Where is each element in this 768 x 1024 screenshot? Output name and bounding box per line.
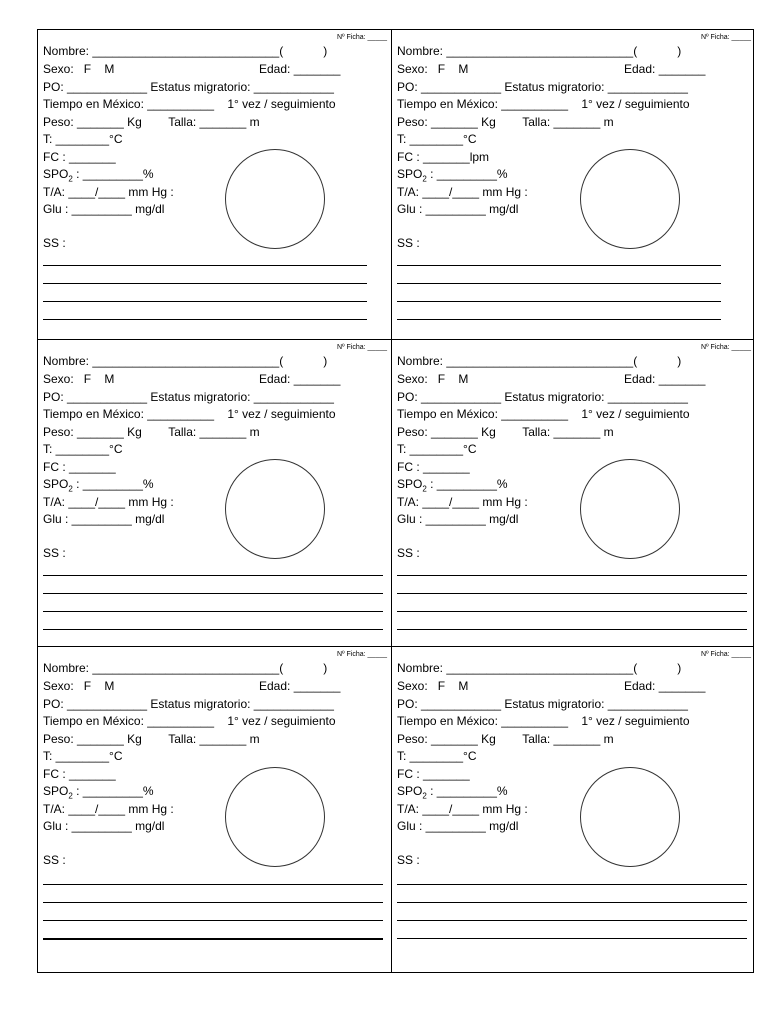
notes-line[interactable] (43, 629, 383, 630)
edad-field[interactable]: Edad: _______ (624, 372, 706, 386)
ss-label: SS : (43, 236, 66, 250)
notes-line[interactable] (43, 884, 383, 885)
temperature-field[interactable]: T: ________°C (397, 442, 477, 456)
patient-card-6 (392, 647, 755, 974)
temperature-field[interactable]: T: ________°C (43, 442, 123, 456)
glucose-field[interactable]: Glu : _________ mg/dl (43, 202, 165, 216)
po-estatus-field[interactable]: PO: ____________ Estatus migratorio: ____________ (397, 80, 688, 94)
sexo-field[interactable]: Sexo: F M (43, 372, 115, 386)
notes-line[interactable] (43, 611, 383, 612)
peso-talla-field[interactable]: Peso: _______ Kg Talla: _______ m (397, 425, 614, 439)
notes-line[interactable] (43, 301, 367, 302)
spo2-field[interactable] (397, 784, 508, 803)
notes-line[interactable] (397, 629, 747, 630)
spo2-label: SPO (43, 477, 69, 491)
patient-card-1 (38, 30, 391, 339)
po-estatus-field[interactable]: PO: ____________ Estatus migratorio: ____________ (397, 697, 688, 711)
fc-field[interactable]: FC : _______ (43, 460, 116, 474)
tiempo-mexico-field[interactable]: Tiempo en México: __________ 1° vez / seguimiento (397, 97, 690, 111)
ss-label: SS : (397, 236, 420, 250)
ss-label: SS : (397, 853, 420, 867)
spo2-subscript: 2 (422, 791, 427, 801)
notes-line[interactable] (397, 902, 747, 903)
fc-field[interactable]: FC : _______ (43, 767, 116, 781)
ta-field[interactable]: T/A: ____/____ mm Hg : (397, 185, 528, 199)
ss-label: SS : (43, 546, 66, 560)
fc-field[interactable]: FC : _______ (43, 150, 116, 164)
spo2-label: SPO (397, 784, 423, 798)
spo2-subscript: 2 (422, 174, 427, 184)
tiempo-mexico-field[interactable]: Tiempo en México: __________ 1° vez / seguimiento (43, 714, 336, 728)
spo2-field[interactable] (43, 784, 154, 803)
spo2-label: SPO (397, 477, 423, 491)
ficha-number-field[interactable]: Nº Ficha: _____ (336, 344, 387, 351)
tiempo-mexico-field[interactable]: Tiempo en México: __________ 1° vez / seguimiento (397, 714, 690, 728)
spo2-subscript: 2 (68, 484, 73, 494)
body-diagram-circle[interactable] (225, 767, 325, 867)
edad-field[interactable]: Edad: _______ (259, 372, 341, 386)
notes-line[interactable] (397, 283, 721, 284)
glucose-field[interactable]: Glu : _________ mg/dl (397, 512, 519, 526)
notes-line[interactable] (397, 319, 721, 320)
glucose-field[interactable]: Glu : _________ mg/dl (43, 819, 165, 833)
notes-line[interactable] (397, 611, 747, 612)
fc-field[interactable]: FC : _______lpm (397, 150, 490, 164)
sexo-field[interactable]: Sexo: F M (43, 62, 115, 76)
spo2-subscript: 2 (422, 484, 427, 494)
spo2-label: SPO (43, 167, 69, 181)
peso-talla-field[interactable]: Peso: _______ Kg Talla: _______ m (43, 732, 260, 746)
peso-talla-field[interactable]: Peso: _______ Kg Talla: _______ m (397, 115, 614, 129)
edad-field[interactable]: Edad: _______ (259, 679, 341, 693)
temperature-field[interactable]: T: ________°C (43, 749, 123, 763)
nombre-field[interactable]: Nombre: ____________________________( ) (397, 354, 682, 368)
notes-line[interactable] (43, 920, 383, 921)
patient-card-5 (38, 647, 391, 974)
sexo-field[interactable]: Sexo: F M (43, 679, 115, 693)
ta-field[interactable]: T/A: ____/____ mm Hg : (43, 802, 174, 816)
patient-card-4 (392, 340, 755, 646)
body-diagram-circle[interactable] (580, 149, 680, 249)
nombre-field[interactable]: Nombre: ____________________________( ) (43, 354, 328, 368)
patient-card-3 (38, 340, 391, 646)
edad-field[interactable]: Edad: _______ (624, 679, 706, 693)
ta-field[interactable]: T/A: ____/____ mm Hg : (43, 185, 174, 199)
glucose-field[interactable]: Glu : _________ mg/dl (397, 819, 519, 833)
temperature-field[interactable]: T: ________°C (397, 749, 477, 763)
patient-card-2 (392, 30, 755, 339)
notes-line[interactable] (43, 265, 367, 266)
po-estatus-field[interactable]: PO: ____________ Estatus migratorio: ____________ (43, 80, 334, 94)
edad-field[interactable]: Edad: _______ (624, 62, 706, 76)
glucose-field[interactable]: Glu : _________ mg/dl (43, 512, 165, 526)
edad-field[interactable]: Edad: _______ (259, 62, 341, 76)
notes-line[interactable] (397, 301, 721, 302)
sexo-field[interactable]: Sexo: F M (397, 679, 469, 693)
nombre-field[interactable]: Nombre: ____________________________( ) (43, 661, 328, 675)
notes-line[interactable] (43, 593, 383, 594)
spo2-blank: : _________% (426, 477, 508, 491)
form-sheet (37, 29, 754, 973)
glucose-field[interactable]: Glu : _________ mg/dl (397, 202, 519, 216)
ss-label: SS : (397, 546, 420, 560)
spo2-subscript: 2 (68, 791, 73, 801)
notes-line[interactable] (43, 902, 383, 903)
sexo-field[interactable]: Sexo: F M (397, 62, 469, 76)
temperature-field[interactable]: T: ________°C (43, 132, 123, 146)
notes-line[interactable] (397, 920, 747, 921)
notes-line[interactable] (43, 938, 383, 940)
notes-line[interactable] (43, 575, 383, 576)
peso-talla-field[interactable]: Peso: _______ Kg Talla: _______ m (397, 732, 614, 746)
spo2-label: SPO (43, 784, 69, 798)
notes-line[interactable] (397, 593, 747, 594)
spo2-blank: : _________% (426, 784, 508, 798)
ficha-number-field[interactable]: Nº Ficha: _____ (336, 651, 387, 658)
body-diagram-circle[interactable] (225, 149, 325, 249)
spo2-blank: : _________% (72, 477, 154, 491)
notes-line[interactable] (397, 575, 747, 576)
spo2-blank: : _________% (426, 167, 508, 181)
body-diagram-circle[interactable] (580, 459, 680, 559)
spo2-blank: : _________% (72, 784, 154, 798)
body-diagram-circle[interactable] (225, 459, 325, 559)
spo2-field[interactable] (397, 477, 508, 496)
notes-line[interactable] (43, 319, 367, 320)
ta-field[interactable]: T/A: ____/____ mm Hg : (397, 495, 528, 509)
fc-field[interactable]: FC : _______ (397, 767, 470, 781)
po-estatus-field[interactable]: PO: ____________ Estatus migratorio: ____________ (43, 390, 334, 404)
notes-line[interactable] (397, 265, 721, 266)
body-diagram-circle[interactable] (580, 767, 680, 867)
sexo-field[interactable]: Sexo: F M (397, 372, 469, 386)
ficha-number-field[interactable]: Nº Ficha: _____ (700, 651, 751, 658)
nombre-field[interactable]: Nombre: ____________________________( ) (397, 661, 682, 675)
ficha-number-field[interactable]: Nº Ficha: _____ (700, 34, 751, 41)
ficha-number-field[interactable]: Nº Ficha: _____ (336, 34, 387, 41)
spo2-field[interactable] (397, 167, 508, 186)
notes-line[interactable] (397, 938, 747, 939)
spo2-blank: : _________% (72, 167, 154, 181)
nombre-field[interactable]: Nombre: ____________________________( ) (43, 44, 328, 58)
spo2-field[interactable] (43, 477, 154, 496)
po-estatus-field[interactable]: PO: ____________ Estatus migratorio: ____________ (397, 390, 688, 404)
nombre-field[interactable]: Nombre: ____________________________( ) (397, 44, 682, 58)
po-estatus-field[interactable]: PO: ____________ Estatus migratorio: ____________ (43, 697, 334, 711)
tiempo-mexico-field[interactable]: Tiempo en México: __________ 1° vez / seguimiento (43, 97, 336, 111)
peso-talla-field[interactable]: Peso: _______ Kg Talla: _______ m (43, 115, 260, 129)
fc-field[interactable]: FC : _______ (397, 460, 470, 474)
spo2-label: SPO (397, 167, 423, 181)
spo2-subscript: 2 (68, 174, 73, 184)
notes-line[interactable] (397, 884, 747, 885)
tiempo-mexico-field[interactable]: Tiempo en México: __________ 1° vez / seguimiento (397, 407, 690, 421)
notes-line[interactable] (43, 283, 367, 284)
peso-talla-field[interactable]: Peso: _______ Kg Talla: _______ m (43, 425, 260, 439)
temperature-field[interactable]: T: ________°C (397, 132, 477, 146)
ta-field[interactable]: T/A: ____/____ mm Hg : (397, 802, 528, 816)
spo2-field[interactable] (43, 167, 154, 186)
ta-field[interactable]: T/A: ____/____ mm Hg : (43, 495, 174, 509)
ss-label: SS : (43, 853, 66, 867)
ficha-number-field[interactable]: Nº Ficha: _____ (700, 344, 751, 351)
tiempo-mexico-field[interactable]: Tiempo en México: __________ 1° vez / seguimiento (43, 407, 336, 421)
